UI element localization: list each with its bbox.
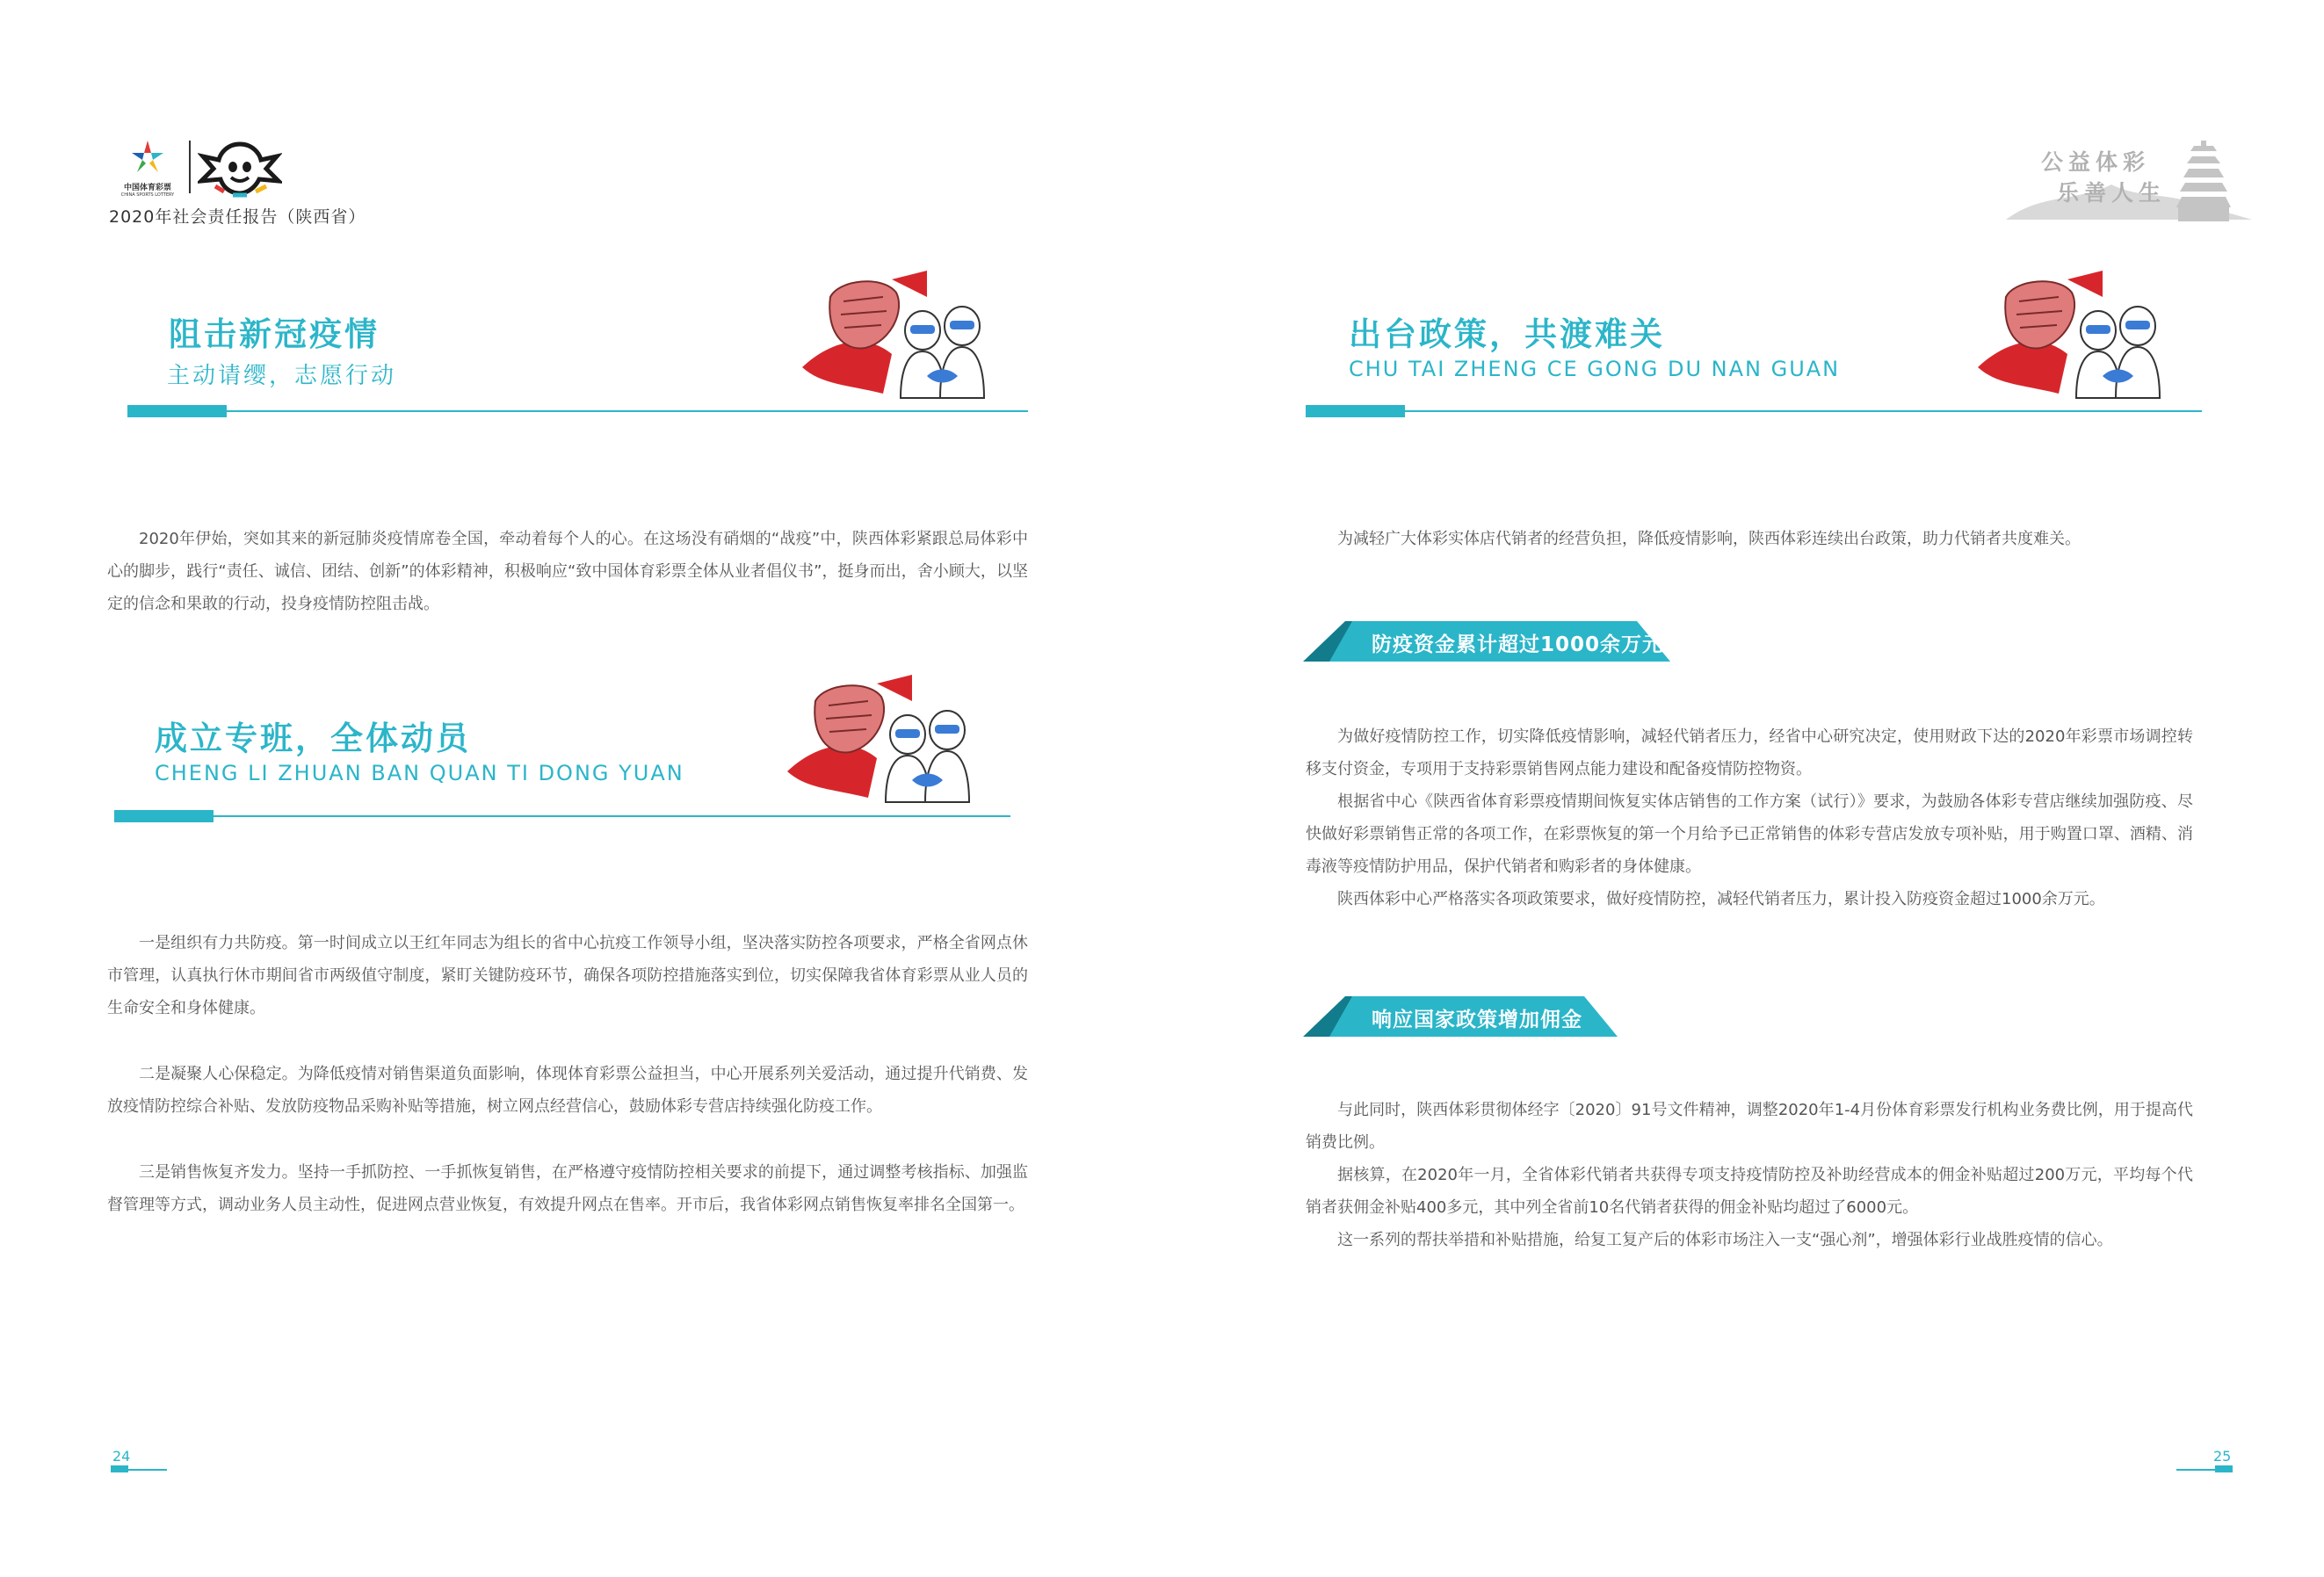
section-subtitle-volunteer: 主动请缨，志愿行动 [167,363,397,389]
paragraph: 为减轻广大体彩实体店代销者的经营负担，降低疫情影响，陕西体彩连续出台政策，助力代销者共度难关。 [1337,530,2081,548]
logo-divider [189,141,191,193]
section1-rule-accent [127,405,227,417]
sub1-body [1306,720,2193,915]
page-number-accent [111,1465,128,1472]
paragraph: 陕西体彩中心严格落实各项政策要求，做好疫情防控，减轻代销者压力，累计投入防疫资金超过1000余万元。 [1337,890,2105,908]
section-pinyin-policy: CHU TAI ZHENG CE GONG DU NAN GUAN [1349,357,1841,381]
fist-doctors-illustration-3 [1971,271,2182,406]
paragraph: 为做好疫情防控工作，切实降低疫情影响，减轻代销者压力，经省中心研究决定，使用财政下达的2020年彩票市场调控转移支付资金，专项用于支持彩票销售网点能力建设和配备疫情防控物资。 [1306,727,2193,778]
paragraph: 与此同时，陕西体彩贯彻体经字〔2020〕91号文件精神，调整2020年1-4月份体育彩票发行机构业务费比例，用于提高代销费比例。 [1306,1101,2193,1152]
section1-rule [127,410,1028,412]
section-pinyin-special-team: CHENG LI ZHUAN BAN QUAN TI DONG YUAN [155,761,684,785]
sub2-body [1306,1094,2193,1256]
paragraph: 这一系列的帮扶举措和补贴措施，给复工复产后的体彩市场注入一支“强心剂”，增强体彩行业战胜疫情的信心。 [1337,1231,2113,1249]
section-title-fight-epidemic: 阻击新冠疫情 [169,315,380,353]
logo-caption-en: CHINA SPORTS LOTTERY [120,192,175,198]
section-intro [1306,523,2193,555]
ribbon-anti-epidemic-funds [1303,619,1672,663]
right-page [1162,0,2324,1577]
paragraph: 三是销售恢复齐发力。坚持一手抓防控、一手抓恢复销售，在严格遵守疫情防控相关要求的前提下，通过调整考核指标、加强监督管理等方式，调动业务人员主动性，促进网点营业恢复，有效提升网点在售率。开市后，我省体彩网点销售恢复率排名全国第一。 [107,1163,1028,1214]
paragraph: 根据省中心《陕西省体育彩票疫情期间恢复实体店销售的工作方案（试行）》要求，为鼓励各体彩专营店继续加强防疫、尽快做好彩票销售正常的各项工作，在彩票恢复的第一个月给予已正常销售的体彩专营店发放专项补贴，用于购置口罩、酒精、消毒液等疫情防护用品，保护代销者和购彩者的身体健康。 [1306,792,2193,876]
paragraph: 一是组织有力共防疫。第一时间成立以王红年同志为组长的省中心抗疫工作领导小组，坚决落实防控各项要求，严格全省网点休市管理，认真执行休市期间省市两级值守制度，紧盯关键防疫环节，确保各项防控措施落实到位，切实保障我省体育彩票从业人员的生命安全和身体健康。 [107,934,1028,1017]
fist-doctors-illustration-1 [795,271,1006,406]
section2-rule-accent [114,810,214,822]
page-number-accent [2215,1465,2233,1472]
fist-doctors-illustration [1971,271,2182,402]
paragraph: 据核算，在2020年一月，全省体彩代销者共获得专项支持疫情防控及补助经营成本的佣金补贴超过200万元，平均每个代销者获佣金补贴400多元，其中列全省前10名代销者获得的佣金补贴均超过了6000元。 [1306,1166,2193,1217]
ribbon-increase-commission [1303,995,1619,1038]
ribbon-label: 响应国家政策增加佣金 [1372,1009,1582,1031]
slogan-line-1: 公益体彩 [2041,149,2151,175]
section-rule-accent [1306,405,1405,417]
mascot-icon [198,141,282,199]
paragraph: 2020年伊始，突如其来的新冠肺炎疫情席卷全国，牵动着每个人的心。在这场没有硝烟的“战疫”中，陕西体彩紧跟总局体彩中心的脚步，践行“责任、诚信、团结、创新”的体彩精神，积极响应“致中国体育彩票全体从业者倡仪书”，挺身而出，舍小顾大，以坚定的信念和果敢的行动，投身疫情防控阻击战。 [107,530,1028,613]
lottery-logo-icon [104,139,192,177]
section-title-special-team: 成立专班，全体动员 [155,720,471,757]
report-title: 2020年社会责任报告（陕西省） [109,207,366,227]
section2-rule [114,815,1010,817]
section2-body [107,927,1028,1221]
lottery-logo [104,139,192,198]
logo-caption-cn: 中国体育彩票 [123,184,171,192]
fist-doctors-illustration-2 [780,675,991,810]
paragraph: 二是凝聚人心保稳定。为降低疫情对销售渠道负面影响，体现体育彩票公益担当，中心开展系列关爱活动，通过提升代销费、发放疫情防控综合补贴、发放防疫物品采购补贴等措施，树立网点经营信心，鼓励体彩专营店持续强化防疫工作。 [107,1065,1028,1116]
fist-doctors-illustration [780,675,991,807]
fist-doctors-illustration [795,271,1006,402]
section-rule [1306,410,2202,412]
page-number: 25 [2213,1448,2232,1465]
section1-body [107,523,1028,620]
section-title-policy: 出台政策，共渡难关 [1349,315,1665,353]
slogan-line-2: 乐善人生 [2057,180,2167,206]
page-number: 24 [112,1448,131,1465]
mascot [198,141,282,202]
ribbon-label: 防疫资金累计超过1000余万元 [1372,633,1664,656]
